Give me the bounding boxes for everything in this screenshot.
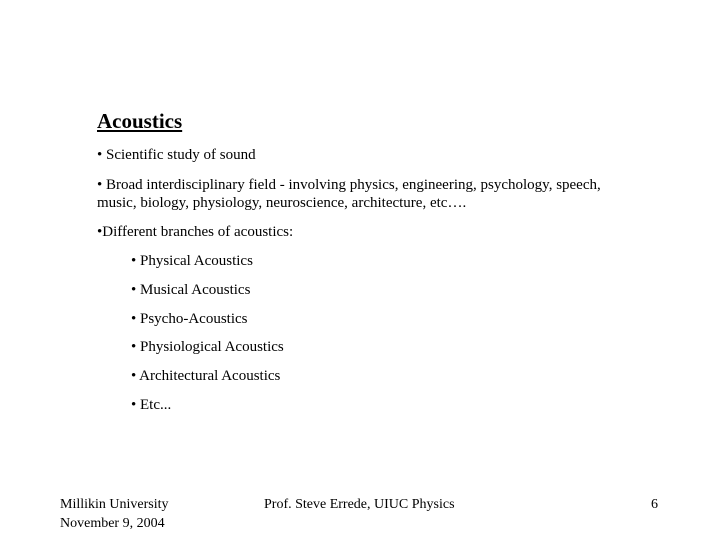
sub-bullet-physical: • Physical Acoustics [131, 253, 253, 269]
footer-page-number: 6 [651, 497, 658, 512]
footer-date: November 9, 2004 [60, 516, 165, 531]
bullet-scientific-study: • Scientific study of sound [97, 147, 256, 163]
sub-bullet-architectural: • Architectural Acoustics [131, 368, 281, 384]
sub-bullet-psycho: • Psycho-Acoustics [131, 311, 248, 327]
bullet-interdisciplinary-line-1: • Broad interdisciplinary field - involving physics, engineering, psychology, speech, [97, 177, 601, 193]
footer-presenter: Prof. Steve Errede, UIUC Physics [264, 497, 455, 512]
sub-bullet-etc: • Etc... [131, 397, 172, 413]
bullet-branches: •Different branches of acoustics: [97, 224, 294, 240]
slide-title: Acoustics [97, 109, 183, 133]
footer-institution: Millikin University [60, 497, 169, 512]
bullet-interdisciplinary-line-2: music, biology, physiology, neuroscience, architecture, etc…. [97, 195, 467, 211]
sub-bullet-musical: • Musical Acoustics [131, 282, 251, 298]
footer-left [60, 495, 169, 533]
sub-bullet-physiological: • Physiological Acoustics [131, 339, 284, 355]
